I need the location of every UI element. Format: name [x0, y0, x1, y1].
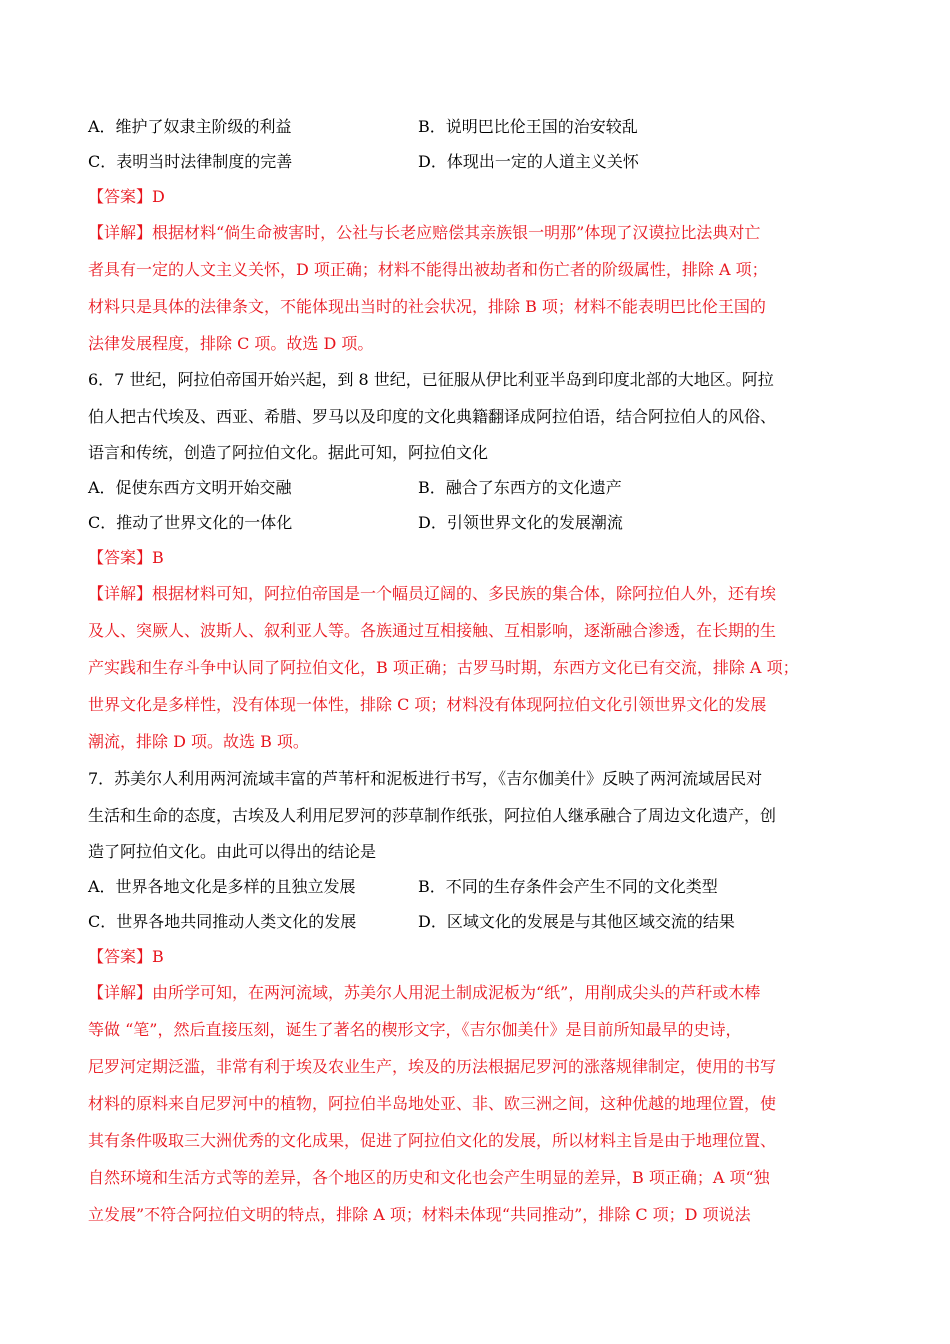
q6-stem-line: 语言和传统，创造了阿拉伯文化。据此可知，阿拉伯文化	[88, 443, 489, 462]
q7-detail-line: 等做 “笔”，然后直接压刻，诞生了著名的楔形文字，《吉尔伽美什》是目前所知最早的史诗，	[88, 1020, 742, 1039]
q5-option-c: C．表明当时法律制度的完善	[88, 152, 293, 171]
q7-stem-line: 造了阿拉伯文化。由此可以得出的结论是	[88, 842, 377, 861]
q7-detail-line: 【详解】由所学可知，在两河流域，苏美尔人用泥土制成泥板为“纸”，用削成尖头的芦秆或木棒	[88, 983, 761, 1002]
q6-option-a: A．促使东西方文明开始交融	[88, 478, 292, 497]
q7-detail-line: 立发展”不符合阿拉伯文明的特点，排除 A 项；材料未体现“共同推动”，排除 C 项；D 项说法	[88, 1205, 751, 1224]
q7-answer: 【答案】B	[88, 947, 164, 966]
q6-option-c: C．推动了世界文化的一体化	[88, 513, 293, 532]
q7-option-d: D．区域文化的发展是与其他区域交流的结果	[418, 912, 735, 931]
q5-detail-line: 者具有一定的人文主义关怀，D 项正确；材料不能得出被劫者和伤亡者的阶级属性，排除 A 项；	[88, 260, 768, 279]
q5-detail-line: 法律发展程度，排除 C 项。故选 D 项。	[88, 334, 374, 353]
q7-stem-line: 7．苏美尔人利用两河流域丰富的芦苇杆和泥板进行书写，《吉尔伽美什》反映了两河流域居民对	[88, 769, 763, 788]
q6-stem-line: 6．7 世纪，阿拉伯帝国开始兴起，到 8 世纪，已征服从伊比利亚半岛到印度北部的大地区。阿拉	[88, 370, 774, 389]
q5-detail-line: 材料只是具体的法律条文，不能体现出当时的社会状况，排除 B 项；材料不能表明巴比伦王国的	[88, 297, 766, 316]
q6-detail-line: 潮流，排除 D 项。故选 B 项。	[88, 732, 309, 751]
q7-stem-line: 生活和生命的态度，古埃及人利用尼罗河的莎草制作纸张，阿拉伯人继承融合了周边文化遗产，创	[88, 806, 777, 825]
q5-detail-line: 【详解】根据材料“倘生命被害时，公社与长老应赔偿其亲族银一明那”体现了汉谟拉比法典对亡	[88, 223, 761, 242]
q5-answer: 【答案】D	[88, 187, 165, 206]
q5-option-d: D．体现出一定的人道主义关怀	[418, 152, 639, 171]
q6-option-d: D．引领世界文化的发展潮流	[418, 513, 623, 532]
q7-option-c: C．世界各地共同推动人类文化的发展	[88, 912, 357, 931]
q6-detail-line: 世界文化是多样性，没有体现一体性，排除 C 项；材料没有体现阿拉伯文化引领世界文化的发展	[88, 695, 767, 714]
q6-stem-line: 伯人把古代埃及、西亚、希腊、罗马以及印度的文化典籍翻译成阿拉伯语，结合阿拉伯人的风俗、	[88, 407, 777, 426]
q7-option-b: B．不同的生存条件会产生不同的文化类型	[418, 877, 718, 896]
q7-option-a: A．世界各地文化是多样的且独立发展	[88, 877, 356, 896]
q7-detail-line: 材料的原料来自尼罗河中的植物，阿拉伯半岛地处亚、非、欧三洲之间，这种优越的地理位置，使	[88, 1094, 777, 1113]
q5-option-a: A．维护了奴隶主阶级的利益	[88, 117, 292, 136]
q5-option-b: B．说明巴比伦王国的治安较乱	[418, 117, 638, 136]
q6-detail-line: 【详解】根据材料可知，阿拉伯帝国是一个幅员辽阔的、多民族的集合体，除阿拉伯人外，还有埃	[88, 584, 777, 603]
q6-detail-line: 产实践和生存斗争中认同了阿拉伯文化，B 项正确；古罗马时期，东西方文化已有交流，排除 A 项；	[88, 658, 799, 677]
q7-detail-line: 其有条件吸取三大洲优秀的文化成果，促进了阿拉伯文化的发展，所以材料主旨是由于地理位置、	[88, 1131, 777, 1150]
q7-detail-line: 自然环境和生活方式等的差异，各个地区的历史和文化也会产生明显的差异，B 项正确；A 项“独	[88, 1168, 770, 1187]
q7-detail-line: 尼罗河定期泛滥，非常有利于埃及农业生产，埃及的历法根据尼罗河的涨落规律制定，使用的书写	[88, 1057, 777, 1076]
q6-option-b: B．融合了东西方的文化遗产	[418, 478, 622, 497]
q6-answer: 【答案】B	[88, 548, 164, 567]
q6-detail-line: 及人、突厥人、波斯人、叙利亚人等。各族通过互相接触、互相影响，逐渐融合渗透，在长期的生	[88, 621, 777, 640]
